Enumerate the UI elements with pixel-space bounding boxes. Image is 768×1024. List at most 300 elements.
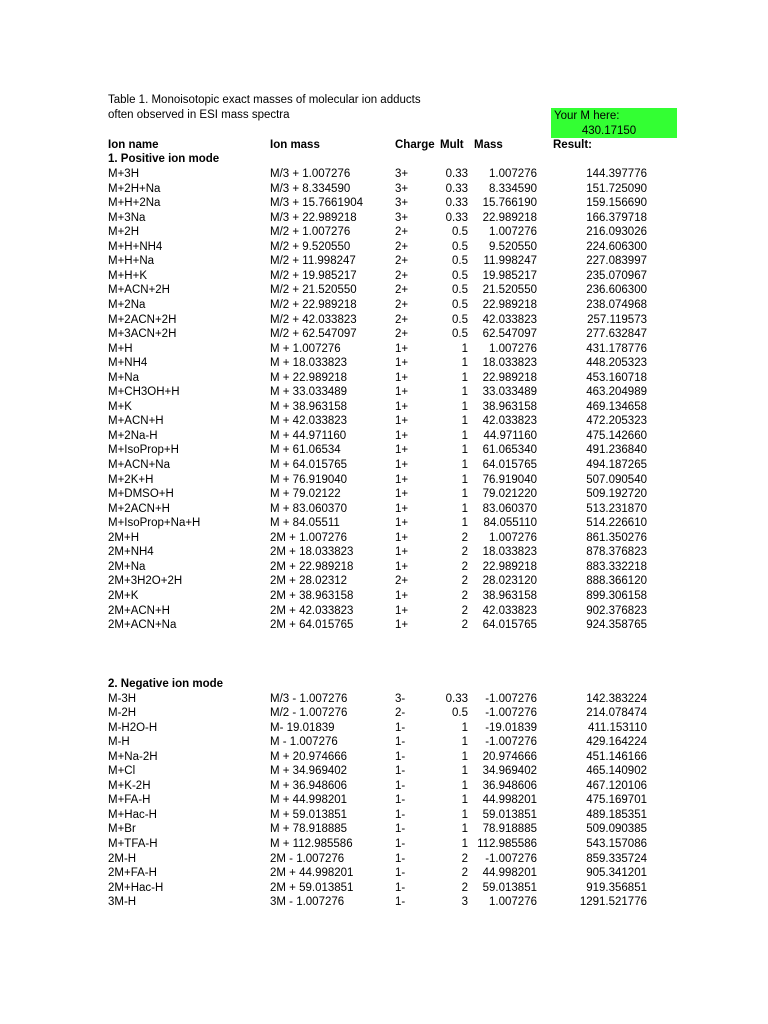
cell-ion-mass: M + 64.015765 xyxy=(270,459,348,471)
cell-mass: 79.021220 xyxy=(482,488,537,501)
cell-ion-mass: M + 76.919040 xyxy=(270,473,348,486)
table-row xyxy=(0,283,768,298)
table-row xyxy=(0,225,768,240)
cell-result: 467.120106 xyxy=(586,779,647,792)
cell-charge: 1- xyxy=(395,779,406,792)
cell-ion-mass: M + 18.033823 xyxy=(270,357,348,370)
cell-ion-mass: 2M + 44.998201 xyxy=(270,867,354,880)
your-m-input-cell[interactable] xyxy=(551,108,677,138)
cell-mult: 0.33 xyxy=(445,197,468,210)
cell-mass: 62.547097 xyxy=(482,328,537,341)
table-row xyxy=(0,487,768,502)
cell-result: 878.376823 xyxy=(586,546,647,559)
cell-ion-mass: M + 22.989218 xyxy=(270,371,348,384)
table-row xyxy=(0,837,768,852)
header-mult: Mult xyxy=(440,139,464,151)
table-row xyxy=(0,502,768,517)
cell-ion-name: M+3Na xyxy=(108,211,146,224)
cell-result: 411.153110 xyxy=(587,721,647,734)
cell-result: 451.146166 xyxy=(586,750,647,763)
table-row xyxy=(0,589,768,604)
cell-charge: 3+ xyxy=(395,168,409,180)
cell-ion-name: M-2H xyxy=(108,707,137,720)
cell-mass: 18.033823 xyxy=(482,357,537,370)
cell-result: 1291.521776 xyxy=(579,896,647,909)
cell-mult: 1 xyxy=(461,488,468,501)
cell-result: 888.366120 xyxy=(586,575,647,588)
cell-charge: 1+ xyxy=(395,444,409,457)
your-m-value[interactable]: 430.17150 xyxy=(581,124,637,137)
table-row xyxy=(0,414,768,429)
table-row xyxy=(0,545,768,560)
cell-ion-name: M+NH4 xyxy=(108,357,148,370)
cell-ion-name: 2M+NH4 xyxy=(108,546,154,559)
cell-charge: 2- xyxy=(395,707,406,720)
cell-result: 899.306158 xyxy=(586,589,647,602)
cell-mult: 1 xyxy=(461,794,468,807)
cell-charge: 2+ xyxy=(395,328,409,341)
cell-ion-mass: M/2 + 42.033823 xyxy=(270,313,357,326)
cell-ion-mass: M + 36.948606 xyxy=(270,779,348,792)
cell-result: 513.231870 xyxy=(586,502,647,515)
cell-mult: 0.33 xyxy=(445,182,468,195)
cell-result: 902.376823 xyxy=(586,604,647,617)
cell-mass: 42.033823 xyxy=(482,313,537,326)
table-row xyxy=(0,211,768,226)
table-row xyxy=(0,692,768,707)
cell-mult: 1 xyxy=(461,444,468,457)
cell-charge: 1- xyxy=(395,750,406,763)
table-row xyxy=(0,342,768,357)
cell-result: 277.632847 xyxy=(586,328,647,341)
cell-ion-name: M+IsoProp+Na+H xyxy=(108,517,201,530)
cell-charge: 1+ xyxy=(395,488,409,501)
caption-line-2: often observed in ESI mass spectra xyxy=(108,109,290,121)
cell-mass: 38.963158 xyxy=(482,400,537,413)
cell-result: 472.205323 xyxy=(586,415,647,428)
table-row xyxy=(0,429,768,444)
cell-ion-name: M+Na-2H xyxy=(108,750,158,763)
cell-mult: 1 xyxy=(461,386,468,399)
cell-mass: 76.919040 xyxy=(482,473,537,486)
cell-mult: 2 xyxy=(461,619,468,632)
cell-result: 919.356851 xyxy=(586,881,647,894)
cell-mass: 20.974666 xyxy=(482,750,537,763)
cell-ion-name: M+K-2H xyxy=(108,779,151,792)
cell-ion-name: M+Hac-H xyxy=(108,808,157,821)
cell-ion-name: M+Cl xyxy=(108,765,136,778)
cell-ion-mass: M + 84.05511 xyxy=(270,517,340,530)
cell-result: 214.078474 xyxy=(586,707,647,720)
cell-mass: -1.007276 xyxy=(485,692,537,705)
cell-result: 448.205323 xyxy=(586,357,647,370)
table-row xyxy=(0,735,768,750)
cell-ion-name: M+K xyxy=(108,400,132,413)
cell-ion-mass: 2M + 28.02312 xyxy=(270,575,348,588)
cell-mult: 0.5 xyxy=(452,269,468,282)
cell-ion-name: M+2H+Na xyxy=(108,182,161,195)
cell-mass: 9.520550 xyxy=(489,240,537,253)
cell-mult: 1 xyxy=(461,736,468,749)
table-row xyxy=(0,182,768,197)
cell-mass: 42.033823 xyxy=(482,415,537,428)
cell-result: 924.358765 xyxy=(586,619,647,632)
cell-mass: 22.989218 xyxy=(482,371,537,384)
cell-result: 905.341201 xyxy=(586,867,647,880)
cell-mass: 15.766190 xyxy=(482,197,537,210)
cell-charge: 2+ xyxy=(395,298,409,311)
cell-result: 151.725090 xyxy=(586,182,647,195)
cell-ion-mass: 2M + 18.033823 xyxy=(270,546,354,559)
table-row xyxy=(0,458,768,473)
cell-mult: 0.5 xyxy=(452,313,468,326)
cell-ion-name: 2M+K xyxy=(108,589,139,602)
cell-result: 507.090540 xyxy=(586,473,647,486)
cell-result: 494.187265 xyxy=(586,459,647,471)
cell-charge: 2+ xyxy=(395,240,409,253)
cell-charge: 2+ xyxy=(395,575,409,588)
cell-ion-mass: 2M + 59.013851 xyxy=(270,881,354,894)
cell-charge: 1+ xyxy=(395,560,409,573)
cell-mass: 84.055110 xyxy=(483,517,537,530)
table-row xyxy=(0,866,768,881)
header-ion-mass: Ion mass xyxy=(270,139,320,151)
cell-ion-mass: 2M - 1.007276 xyxy=(270,852,345,865)
cell-ion-mass: M/3 + 22.989218 xyxy=(270,211,357,224)
cell-result: 236.606300 xyxy=(586,284,647,297)
cell-mult: 1 xyxy=(461,400,468,413)
header-charge: Charge xyxy=(395,139,435,151)
cell-ion-mass: M/2 + 9.520550 xyxy=(270,240,351,253)
cell-mult: 1 xyxy=(461,721,468,734)
cell-mult: 1 xyxy=(461,808,468,821)
cell-charge: 1- xyxy=(395,867,406,880)
cell-ion-name: M+IsoProp+H xyxy=(108,444,179,457)
cell-ion-mass: 3M - 1.007276 xyxy=(270,896,345,909)
cell-ion-mass: M + 44.998201 xyxy=(270,794,348,807)
cell-charge: 1+ xyxy=(395,473,409,486)
cell-charge: 1- xyxy=(395,736,406,749)
cell-ion-mass: M + 42.033823 xyxy=(270,415,348,428)
table-row xyxy=(0,371,768,386)
cell-ion-name: M+2ACN+H xyxy=(108,502,170,515)
cell-charge: 2+ xyxy=(395,269,409,282)
header-ion-name: Ion name xyxy=(108,139,159,151)
cell-ion-name: M+H+2Na xyxy=(108,197,161,210)
cell-ion-mass: M + 59.013851 xyxy=(270,808,348,821)
cell-charge: 2+ xyxy=(395,255,409,268)
table-row xyxy=(0,327,768,342)
cell-charge: 1+ xyxy=(395,589,409,602)
cell-ion-mass: M + 33.033489 xyxy=(270,386,348,399)
cell-ion-name: M+2ACN+2H xyxy=(108,313,177,326)
table-row xyxy=(0,196,768,211)
cell-mult: 1 xyxy=(461,473,468,486)
cell-charge: 3- xyxy=(395,692,406,705)
table-row xyxy=(0,516,768,531)
cell-mass: 42.033823 xyxy=(482,604,537,617)
cell-result: 543.157086 xyxy=(586,838,647,850)
cell-mult: 2 xyxy=(461,560,468,573)
cell-mult: 0.5 xyxy=(452,226,468,239)
cell-ion-mass: M- 19.01839 xyxy=(270,721,335,734)
cell-mult: 1 xyxy=(461,429,468,442)
cell-result: 859.335724 xyxy=(586,852,647,865)
cell-result: 431.178776 xyxy=(586,342,647,355)
cell-charge: 1- xyxy=(395,765,406,778)
cell-ion-mass: M + 78.918885 xyxy=(270,823,348,836)
cell-mass: 44.998201 xyxy=(482,794,537,807)
cell-mult: 2 xyxy=(461,546,468,559)
table-row xyxy=(0,240,768,255)
cell-mult: 2 xyxy=(461,589,468,602)
cell-charge: 1+ xyxy=(395,459,409,471)
table-row xyxy=(0,706,768,721)
cell-ion-mass: M/3 + 8.334590 xyxy=(270,182,351,195)
cell-ion-name: 2M-H xyxy=(108,852,137,865)
header-mass: Mass xyxy=(474,139,503,151)
cell-charge: 1+ xyxy=(395,386,409,399)
cell-result: 463.204989 xyxy=(586,386,647,399)
cell-mult: 1 xyxy=(461,750,468,763)
cell-mult: 0.33 xyxy=(445,692,468,705)
cell-ion-name: 2M+ACN+H xyxy=(108,604,170,617)
cell-ion-name: M+CH3OH+H xyxy=(108,386,180,399)
table-row xyxy=(0,356,768,371)
cell-mass: 28.023120 xyxy=(482,575,537,588)
table-row xyxy=(0,560,768,575)
table-row xyxy=(0,531,768,546)
cell-ion-name: M+2Na-H xyxy=(108,429,158,442)
cell-result: 235.070967 xyxy=(586,269,647,282)
cell-ion-name: M+3ACN+2H xyxy=(108,328,177,341)
table-row xyxy=(0,400,768,415)
cell-ion-mass: M/3 + 15.7661904 xyxy=(270,197,364,210)
cell-ion-mass: 2M + 1.007276 xyxy=(270,531,348,544)
table-row xyxy=(0,604,768,619)
cell-mass: 1.007276 xyxy=(489,226,537,239)
cell-ion-name: M+2H xyxy=(108,226,139,239)
cell-result: 514.226610 xyxy=(586,517,647,530)
cell-ion-mass: M/2 + 22.989218 xyxy=(270,298,357,311)
cell-mass: 1.007276 xyxy=(489,531,537,544)
cell-result: 465.140902 xyxy=(586,765,647,778)
cell-ion-name: M+H+K xyxy=(108,269,147,282)
cell-result: 883.332218 xyxy=(586,560,647,573)
cell-mass: 33.033489 xyxy=(482,386,537,399)
cell-ion-name: M+ACN+H xyxy=(108,415,164,428)
cell-mass: 1.007276 xyxy=(489,896,537,909)
cell-mult: 1 xyxy=(461,838,468,850)
cell-charge: 1+ xyxy=(395,502,409,515)
table-row xyxy=(0,895,768,910)
cell-mass: 112.985586 xyxy=(477,838,537,850)
cell-ion-name: 3M-H xyxy=(108,896,137,909)
cell-ion-mass: M/2 + 19.985217 xyxy=(270,269,357,282)
cell-mass: 21.520550 xyxy=(482,284,537,297)
cell-mass: 22.989218 xyxy=(482,560,537,573)
cell-ion-name: M+TFA-H xyxy=(108,838,158,850)
cell-charge: 2+ xyxy=(395,284,409,297)
cell-charge: 1+ xyxy=(395,342,409,355)
cell-mass: 36.948606 xyxy=(482,779,537,792)
cell-charge: 1+ xyxy=(395,531,409,544)
cell-ion-mass: M + 34.969402 xyxy=(270,765,348,778)
cell-result: 224.606300 xyxy=(586,240,647,253)
cell-mult: 0.33 xyxy=(445,211,468,224)
table-row xyxy=(0,313,768,328)
cell-ion-name: M+H+Na xyxy=(108,255,155,268)
cell-ion-mass: M - 1.007276 xyxy=(270,736,338,749)
cell-charge: 3+ xyxy=(395,211,409,224)
table-row xyxy=(0,167,768,182)
cell-mult: 1 xyxy=(461,765,468,778)
cell-mass: 83.060370 xyxy=(482,502,537,515)
cell-ion-mass: 2M + 64.015765 xyxy=(270,619,354,632)
cell-mass: 18.033823 xyxy=(482,546,537,559)
cell-mult: 0.5 xyxy=(452,328,468,341)
cell-mass: -1.007276 xyxy=(485,852,537,865)
cell-ion-mass: M/2 + 1.007276 xyxy=(270,226,351,239)
cell-mass: 34.969402 xyxy=(482,765,537,778)
cell-charge: 1- xyxy=(395,794,406,807)
cell-ion-mass: 2M + 42.033823 xyxy=(270,604,354,617)
cell-charge: 1+ xyxy=(395,604,409,617)
cell-ion-mass: 2M + 22.989218 xyxy=(270,560,354,573)
cell-mult: 1 xyxy=(461,415,468,428)
table-row xyxy=(0,822,768,837)
cell-ion-mass: M + 79.02122 xyxy=(270,488,341,501)
cell-ion-name: M-3H xyxy=(108,692,137,705)
table-row xyxy=(0,298,768,313)
table-row xyxy=(0,618,768,633)
cell-mult: 1 xyxy=(461,517,468,530)
cell-mass: 64.015765 xyxy=(482,619,537,632)
cell-mult: 0.5 xyxy=(452,255,468,268)
cell-result: 453.160718 xyxy=(586,371,647,384)
table-row xyxy=(0,779,768,794)
table-row xyxy=(0,750,768,765)
cell-mult: 0.5 xyxy=(452,284,468,297)
cell-ion-name: M+H xyxy=(108,342,133,355)
cell-result: 227.083997 xyxy=(586,255,647,268)
negative-section-title: 2. Negative ion mode xyxy=(108,678,224,690)
cell-ion-mass: M + 112.985586 xyxy=(270,838,353,850)
cell-ion-mass: M/3 - 1.007276 xyxy=(270,692,348,705)
cell-ion-mass: M + 44.971160 xyxy=(270,429,347,442)
cell-result: 159.156690 xyxy=(586,197,647,210)
cell-mult: 1 xyxy=(461,459,468,471)
cell-mass: 8.334590 xyxy=(489,182,537,195)
cell-mass: 61.065340 xyxy=(482,444,537,457)
cell-mult: 1 xyxy=(461,502,468,515)
cell-result: 238.074968 xyxy=(586,298,647,311)
cell-ion-mass: 2M + 38.963158 xyxy=(270,589,354,602)
table-row xyxy=(0,881,768,896)
cell-mass: 22.989218 xyxy=(482,298,537,311)
cell-mass: 44.971160 xyxy=(483,429,537,442)
cell-charge: 1+ xyxy=(395,546,409,559)
table-row xyxy=(0,852,768,867)
cell-charge: 1+ xyxy=(395,400,409,413)
cell-mass: 1.007276 xyxy=(489,168,537,180)
cell-mult: 2 xyxy=(461,575,468,588)
cell-charge: 1- xyxy=(395,896,406,909)
cell-mass: 64.015765 xyxy=(482,459,537,471)
cell-charge: 1+ xyxy=(395,517,409,530)
cell-charge: 3+ xyxy=(395,197,409,210)
cell-mult: 1 xyxy=(461,342,468,355)
cell-charge: 3+ xyxy=(395,182,409,195)
cell-charge: 1- xyxy=(395,838,406,850)
cell-ion-mass: M/3 + 1.007276 xyxy=(270,168,351,180)
cell-mass: -1.007276 xyxy=(485,736,537,749)
cell-ion-name: M-H2O-H xyxy=(108,721,158,734)
cell-ion-name: M+DMSO+H xyxy=(108,488,174,501)
table-row xyxy=(0,793,768,808)
cell-charge: 1+ xyxy=(395,357,409,370)
cell-result: 491.236840 xyxy=(586,444,647,457)
table-row xyxy=(0,269,768,284)
cell-ion-name: M+FA-H xyxy=(108,794,151,807)
cell-result: 861.350276 xyxy=(586,531,647,544)
cell-ion-mass: M + 83.060370 xyxy=(270,502,348,515)
cell-mass: 19.985217 xyxy=(482,269,537,282)
cell-result: 144.397776 xyxy=(586,168,647,180)
cell-ion-name: 2M+Hac-H xyxy=(108,881,164,894)
cell-mult: 2 xyxy=(461,852,468,865)
cell-result: 142.383224 xyxy=(586,692,647,705)
caption-line-1: Table 1. Monoisotopic exact masses of molecular ion adducts xyxy=(108,94,421,106)
cell-ion-mass: M/2 + 21.520550 xyxy=(270,284,357,297)
cell-result: 489.185351 xyxy=(586,808,647,821)
cell-result: 475.142660 xyxy=(586,429,647,442)
your-m-label: Your M here: xyxy=(554,110,620,122)
cell-ion-mass: M + 1.007276 xyxy=(270,342,341,355)
cell-result: 475.169701 xyxy=(586,794,647,807)
table-row xyxy=(0,764,768,779)
cell-result: 509.090385 xyxy=(586,823,647,836)
cell-charge: 1+ xyxy=(395,619,409,632)
cell-mass: -1.007276 xyxy=(485,707,537,720)
cell-charge: 1+ xyxy=(395,371,409,384)
cell-ion-name: 2M+H xyxy=(108,531,139,544)
cell-charge: 1- xyxy=(395,852,406,865)
cell-mult: 0.33 xyxy=(445,168,468,180)
cell-mult: 2 xyxy=(461,531,468,544)
cell-ion-name: M+Br xyxy=(108,823,136,836)
cell-mass: 1.007276 xyxy=(489,342,537,355)
cell-charge: 1+ xyxy=(395,429,409,442)
cell-ion-mass: M + 38.963158 xyxy=(270,400,348,413)
cell-ion-name: M-H xyxy=(108,736,130,749)
cell-mult: 0.5 xyxy=(452,298,468,311)
cell-result: 509.192720 xyxy=(586,488,647,501)
cell-mass: 59.013851 xyxy=(482,881,537,894)
cell-ion-name: 2M+Na xyxy=(108,560,146,573)
cell-mass: 38.963158 xyxy=(482,589,537,602)
cell-charge: 1+ xyxy=(395,415,409,428)
cell-mult: 2 xyxy=(461,604,468,617)
cell-mult: 2 xyxy=(461,881,468,894)
cell-charge: 2+ xyxy=(395,313,409,326)
cell-ion-name: 2M+ACN+Na xyxy=(108,619,177,632)
cell-charge: 1- xyxy=(395,808,406,821)
table-row xyxy=(0,473,768,488)
cell-ion-name: M+Na xyxy=(108,371,139,384)
cell-ion-name: M+ACN+Na xyxy=(108,459,170,471)
positive-section-title: 1. Positive ion mode xyxy=(108,153,220,165)
